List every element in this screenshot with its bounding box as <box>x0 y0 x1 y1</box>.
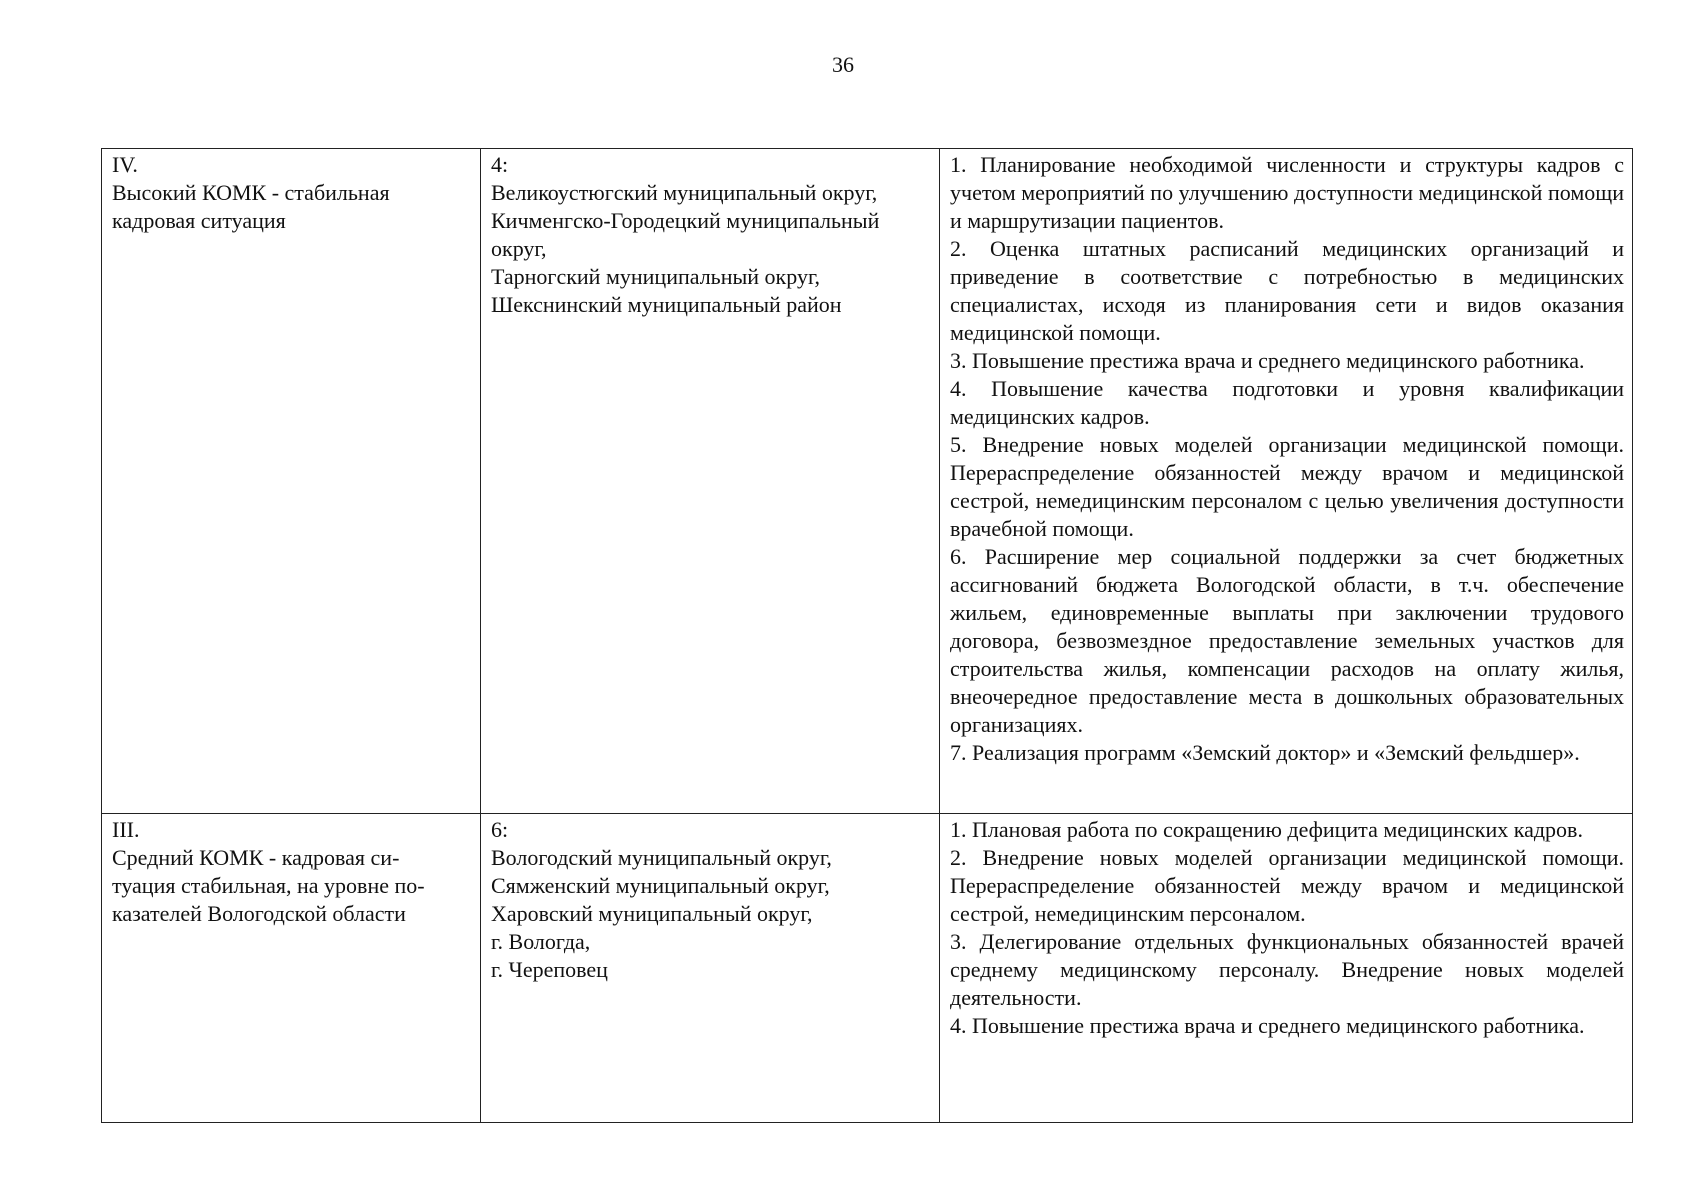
district-item: Кичменгско-Городецкий муниципальный <box>491 208 880 233</box>
measure-item: 2. Оценка штатных расписаний медицинских организаций и приведение в соответствие с потребностью в медицинских специалистах, исходя из планирования сети и видов оказания медицинской помощи. <box>950 236 1624 345</box>
measures-cell <box>940 814 1633 1123</box>
district-item: Великоустюгский муниципальный округ, <box>491 180 878 205</box>
level-cell <box>102 814 481 1123</box>
table-row-level-iv <box>102 149 1633 814</box>
district-count: 6: <box>491 817 509 842</box>
measure-item: 1. Плановая работа по сокращению дефицита медицинских кадров. <box>950 817 1583 842</box>
measure-item: 4. Повышение престижа врача и среднего медицинского работника. <box>950 1013 1585 1038</box>
district-item: г. Вологда, <box>491 929 591 954</box>
measure-item: 7. Реализация программ «Земский доктор» и «Земский фельдшер». <box>950 740 1580 765</box>
table-row-level-iii <box>102 814 1633 1123</box>
district-item: г. Череповец <box>491 957 608 982</box>
level-description-line: кадровая ситуация <box>112 208 286 233</box>
measure-item: 5. Внедрение новых моделей организации медицинской помощи. Перераспределение обязанностей между врачом и медицинской сестрой, немедицинским персоналом с целью увеличения доступности врачебной помощи. <box>950 432 1624 541</box>
level-description-line: Высокий КОМК - стабильная <box>112 180 390 205</box>
level-cell <box>102 149 481 814</box>
measure-item: 3. Повышение престижа врача и среднего медицинского работника. <box>950 348 1585 373</box>
measures-cell <box>940 149 1633 814</box>
page-number: 36 <box>832 52 854 77</box>
level-description-line: казателей Вологодской области <box>112 901 406 926</box>
level-description-line: туация стабильная, на уровне по- <box>112 873 425 898</box>
district-item: Сямженский муниципальный округ, <box>491 873 830 898</box>
measure-item: 4. Повышение качества подготовки и уровня квалификации медицинских кадров. <box>950 376 1624 429</box>
district-item: Харовский муниципальный округ, <box>491 901 813 926</box>
district-item: Вологодский муниципальный округ, <box>491 845 832 870</box>
district-item: округ, <box>491 236 547 261</box>
level-description-line: Средний КОМК - кадровая си- <box>112 845 400 870</box>
districts-cell <box>481 814 940 1123</box>
measure-item: 3. Делегирование отдельных функциональных обязанностей врачей среднему медицинскому персоналу. Внедрение новых моделей деятельности. <box>950 929 1624 1010</box>
measure-item: 1. Планирование необходимой численности и структуры кадров с учетом мероприятий по улучшению доступности медицинской помощи и маршрутизации пациентов. <box>950 152 1624 233</box>
level-label: IV. <box>112 152 138 177</box>
district-item: Тарногский муниципальный округ, <box>491 264 820 289</box>
districts-cell <box>481 149 940 814</box>
level-label: III. <box>112 817 140 842</box>
measure-item: 6. Расширение мер социальной поддержки за счет бюджетных ассигнований бюджета Вологодской области, в т.ч. обеспечение жильем, единовременные выплаты при заключении трудового договора, безвозмездное предоставление земельных участков для строительства жилья, компенсации расходов на оплату жилья, внеочередное предоставление места в дошкольных образовательных организациях. <box>950 544 1624 737</box>
staffing-table <box>101 148 1633 1123</box>
measure-item: 2. Внедрение новых моделей организации медицинской помощи. Перераспределение обязанностей между врачом и медицинской сестрой, немедицинским персоналом. <box>950 845 1624 926</box>
district-count: 4: <box>491 152 509 177</box>
district-item: Шекснинский муниципальный район <box>491 292 842 317</box>
